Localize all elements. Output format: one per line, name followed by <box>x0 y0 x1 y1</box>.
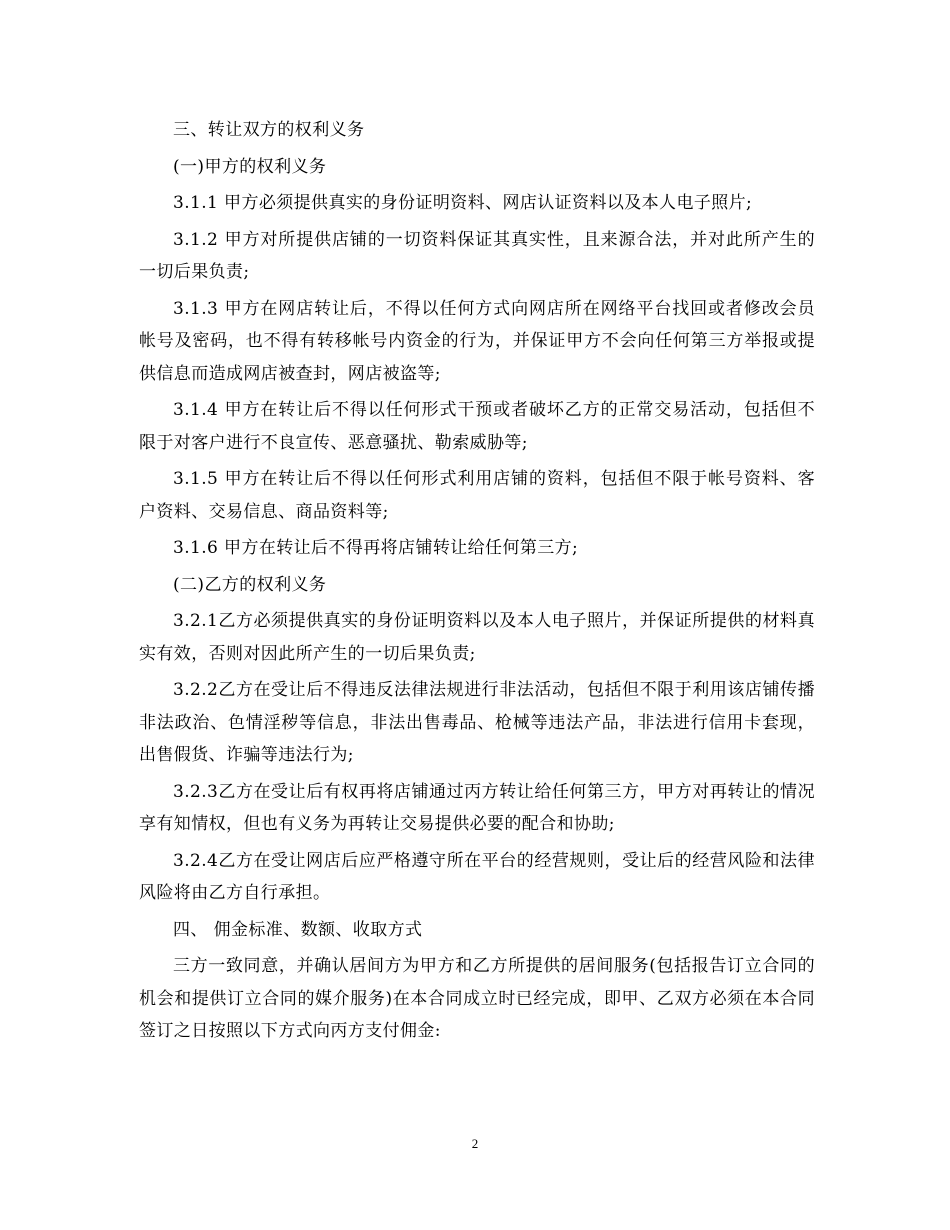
clause-3-1-5: 3.1.5 甲方在转让后不得以任何形式利用店铺的资料，包括但不限于帐号资料、客户资料、交易信息、商品资料等; <box>139 469 815 522</box>
clause-3-1-4: 3.1.4 甲方在转让后不得以任何形式干预或者破坏乙方的正常交易活动，包括但不限于对客户进行不良宣传、恶意骚扰、勒索威胁等; <box>139 400 815 453</box>
clause-3-1-2: 3.1.2 甲方对所提供店铺的一切资料保证其真实性，且来源合法，并对此所产生的一切后果负责; <box>139 229 815 282</box>
page-number: 2 <box>471 1136 479 1151</box>
commission-paragraph: 三方一致同意，并确认居间方为甲方和乙方所提供的居间服务(包括报告订立合同的机会和提供订立合同的媒介服务)在本合同成立时已经完成，即甲、乙双方必须在本合同签订之日按照以下方式向丙方支付佣金: <box>139 956 815 1041</box>
clause-3-1-1: 3.1.1 甲方必须提供真实的身份证明资料、网店认证资料以及本人电子照片; <box>173 193 753 213</box>
section-heading-3: 三、转让双方的权利义务 <box>173 120 365 140</box>
section-heading-4: 四、 佣金标准、数额、收取方式 <box>173 919 423 940</box>
subsection-heading-party-b: (二)乙方的权利义务 <box>173 574 327 595</box>
clause-3-2-2: 3.2.2乙方在受让后不得违反法律法规进行非法活动，包括但不限于利用该店铺传播非法政治、色情淫秽等信息，非法出售毒品、枪械等违法产品，非法进行信用卡套现，出售假货、诈骗等违法行为; <box>139 680 815 765</box>
clause-3-2-3: 3.2.3乙方在受让后有权再将店铺通过丙方转让给任何第三方，甲方对再转让的情况享有知情权，但也有义务为再转让交易提供必要的配合和协助; <box>139 781 815 834</box>
clause-3-1-3: 3.1.3 甲方在网店转让后，不得以任何方式向网店所在网络平台找回或者修改会员帐号及密码，也不得有转移帐号内资金的行为，并保证甲方不会向任何第三方举报或提供信息而造成网店被查封，网店被盗等; <box>139 298 815 384</box>
clause-3-2-1: 3.2.1乙方必须提供真实的身份证明资料以及本人电子照片，并保证所提供的材料真实有效，否则对因此所产生的一切后果负责; <box>139 611 815 664</box>
subsection-heading-party-a: (一)甲方的权利义务 <box>173 156 327 177</box>
clause-3-1-6: 3.1.6 甲方在转让后不得再将店铺转让给任何第三方; <box>173 538 579 558</box>
clause-3-2-4: 3.2.4乙方在受让网店后应严格遵守所在平台的经营规则，受让后的经营风险和法律风险将由乙方自行承担。 <box>139 850 815 903</box>
document-body <box>139 114 815 1052</box>
